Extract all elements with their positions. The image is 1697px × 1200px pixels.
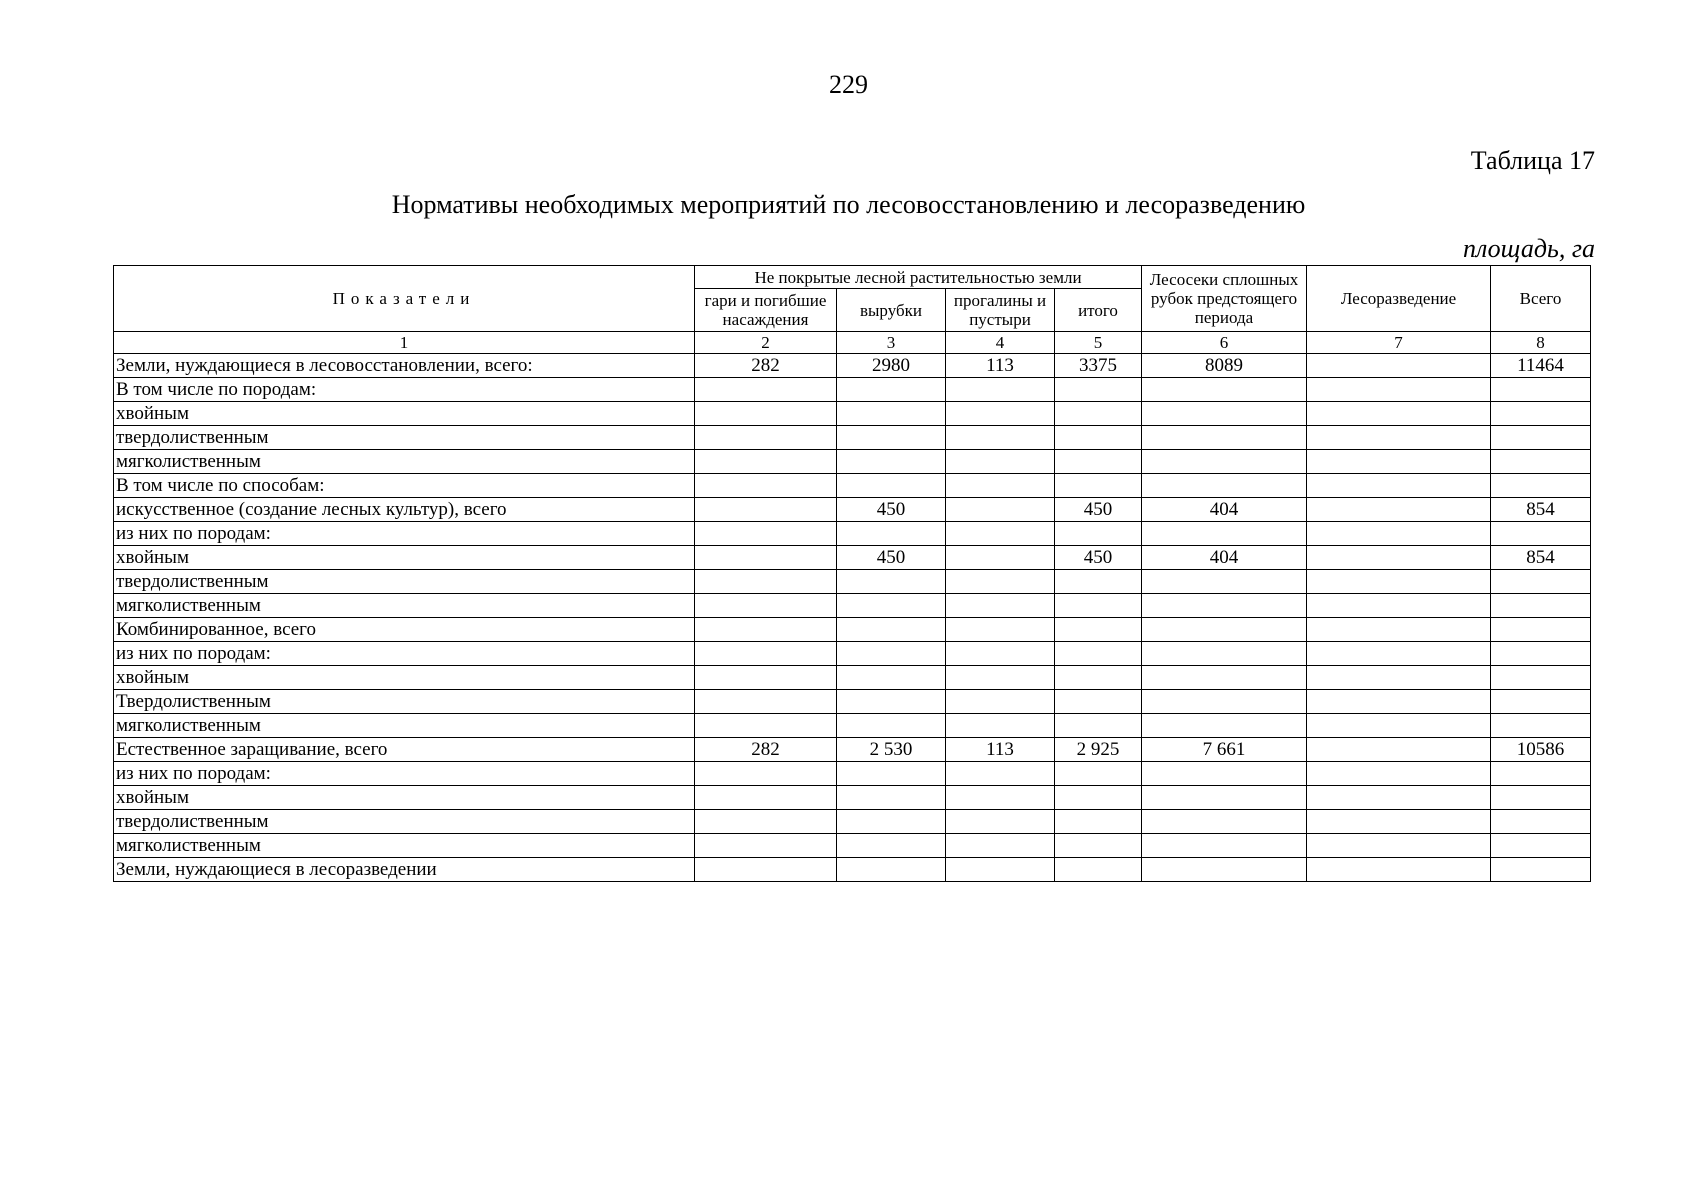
table-label: Таблица 17 <box>1470 146 1595 175</box>
cell-c8 <box>1491 714 1591 738</box>
column-number-row <box>114 332 1591 354</box>
cell-c6 <box>1142 426 1307 450</box>
header-uncovered-lands: Не покрытые лесной растительностью земли <box>695 266 1142 289</box>
cell-c3 <box>837 690 946 714</box>
cell-c4 <box>946 618 1055 642</box>
cell-c7 <box>1307 858 1491 882</box>
row-label: из них по породам: <box>114 762 695 786</box>
cell-c2 <box>695 426 837 450</box>
row-label: твердолиственным <box>114 570 695 594</box>
cell-c6 <box>1142 762 1307 786</box>
cell-c7 <box>1307 546 1491 570</box>
cell-c4 <box>946 426 1055 450</box>
cell-c4 <box>946 402 1055 426</box>
cell-c2 <box>695 618 837 642</box>
cell-c6 <box>1142 522 1307 546</box>
norms-table <box>113 265 1591 882</box>
cell-c5 <box>1055 522 1142 546</box>
column-number: 6 <box>1142 332 1307 354</box>
cell-c5 <box>1055 786 1142 810</box>
table-row <box>114 618 1591 642</box>
cell-c6 <box>1142 834 1307 858</box>
cell-c5 <box>1055 762 1142 786</box>
cell-c5 <box>1055 690 1142 714</box>
cell-c4 <box>946 714 1055 738</box>
cell-c3 <box>837 474 946 498</box>
cell-c5: 450 <box>1055 498 1142 522</box>
cell-c2 <box>695 570 837 594</box>
cell-c3 <box>837 642 946 666</box>
cell-c2 <box>695 834 837 858</box>
cell-c7 <box>1307 450 1491 474</box>
cell-c2 <box>695 690 837 714</box>
row-label: из них по породам: <box>114 642 695 666</box>
cell-c3 <box>837 378 946 402</box>
cell-c8: 854 <box>1491 546 1591 570</box>
cell-c6 <box>1142 594 1307 618</box>
row-label: хвойным <box>114 546 695 570</box>
cell-c4 <box>946 810 1055 834</box>
cell-c8: 10586 <box>1491 738 1591 762</box>
header-glades-wastelands: прогалины и пустыри <box>946 289 1055 332</box>
header-clearings: вырубки <box>837 289 946 332</box>
cell-c6 <box>1142 666 1307 690</box>
cell-c2 <box>695 498 837 522</box>
table-row <box>114 546 1591 570</box>
cell-c3 <box>837 618 946 642</box>
cell-c7 <box>1307 618 1491 642</box>
cell-c6: 404 <box>1142 546 1307 570</box>
cell-c8 <box>1491 522 1591 546</box>
row-label: мягколиственным <box>114 834 695 858</box>
cell-c5 <box>1055 810 1142 834</box>
cell-c8 <box>1491 426 1591 450</box>
cell-c2 <box>695 786 837 810</box>
cell-c7 <box>1307 762 1491 786</box>
column-number: 3 <box>837 332 946 354</box>
cell-c4 <box>946 498 1055 522</box>
cell-c5 <box>1055 858 1142 882</box>
cell-c3 <box>837 594 946 618</box>
row-label: В том числе по способам: <box>114 474 695 498</box>
cell-c7 <box>1307 354 1491 378</box>
cell-c6 <box>1142 714 1307 738</box>
cell-c3 <box>837 786 946 810</box>
cell-c3 <box>837 762 946 786</box>
cell-c8 <box>1491 402 1591 426</box>
cell-c2 <box>695 402 837 426</box>
cell-c3: 2 530 <box>837 738 946 762</box>
cell-c7 <box>1307 378 1491 402</box>
cell-c6: 8089 <box>1142 354 1307 378</box>
cell-c6 <box>1142 450 1307 474</box>
cell-c3 <box>837 522 946 546</box>
cell-c3 <box>837 666 946 690</box>
table-row <box>114 666 1591 690</box>
table-row <box>114 858 1591 882</box>
cell-c5 <box>1055 378 1142 402</box>
cell-c3 <box>837 858 946 882</box>
cell-c4 <box>946 834 1055 858</box>
header-total: Всего <box>1491 266 1591 332</box>
row-label: мягколиственным <box>114 450 695 474</box>
cell-c8 <box>1491 618 1591 642</box>
cell-c2 <box>695 378 837 402</box>
cell-c5: 3375 <box>1055 354 1142 378</box>
row-label: Земли, нуждающиеся в лесоразведении <box>114 858 695 882</box>
cell-c6 <box>1142 474 1307 498</box>
cell-c2 <box>695 642 837 666</box>
cell-c8 <box>1491 690 1591 714</box>
cell-c8 <box>1491 642 1591 666</box>
cell-c3 <box>837 402 946 426</box>
cell-c6 <box>1142 690 1307 714</box>
cell-c2 <box>695 762 837 786</box>
table-row <box>114 426 1591 450</box>
cell-c8 <box>1491 858 1591 882</box>
column-number: 8 <box>1491 332 1591 354</box>
table-body <box>114 354 1591 882</box>
table-row <box>114 522 1591 546</box>
cell-c3: 450 <box>837 498 946 522</box>
cell-c2 <box>695 810 837 834</box>
cell-c2 <box>695 714 837 738</box>
cell-c3 <box>837 714 946 738</box>
header-indicators: Показатели <box>114 266 695 332</box>
cell-c4: 113 <box>946 354 1055 378</box>
cell-c5 <box>1055 402 1142 426</box>
table-header <box>114 266 1591 354</box>
row-label: Комбинированное, всего <box>114 618 695 642</box>
cell-c2: 282 <box>695 738 837 762</box>
cell-c8: 11464 <box>1491 354 1591 378</box>
cell-c4 <box>946 858 1055 882</box>
cell-c7 <box>1307 714 1491 738</box>
table-row <box>114 810 1591 834</box>
document-title: Нормативы необходимых мероприятий по лесовосстановлению и лесоразведению <box>391 190 1306 219</box>
cell-c8 <box>1491 474 1591 498</box>
cell-c7 <box>1307 498 1491 522</box>
table-row <box>114 642 1591 666</box>
cell-c5 <box>1055 426 1142 450</box>
row-label: В том числе по породам: <box>114 378 695 402</box>
table-row <box>114 474 1591 498</box>
cell-c5 <box>1055 834 1142 858</box>
cell-c4: 113 <box>946 738 1055 762</box>
cell-c5: 450 <box>1055 546 1142 570</box>
row-label: искусственное (создание лесных культур), всего <box>114 498 695 522</box>
cell-c2 <box>695 546 837 570</box>
cell-c8 <box>1491 666 1591 690</box>
cell-c8 <box>1491 570 1591 594</box>
cell-c7 <box>1307 810 1491 834</box>
row-label: хвойным <box>114 666 695 690</box>
cell-c6: 404 <box>1142 498 1307 522</box>
row-label: Твердолиственным <box>114 690 695 714</box>
cell-c3 <box>837 834 946 858</box>
cell-c3 <box>837 570 946 594</box>
cell-c2 <box>695 522 837 546</box>
header-afforestation: Лесоразведение <box>1307 266 1491 332</box>
cell-c8 <box>1491 834 1591 858</box>
header-cutting-areas: Лесосеки сплошных рубок предстоящего периода <box>1142 266 1307 332</box>
row-label: из них по породам: <box>114 522 695 546</box>
cell-c5 <box>1055 666 1142 690</box>
cell-c6 <box>1142 786 1307 810</box>
table-row <box>114 762 1591 786</box>
row-label: твердолиственным <box>114 810 695 834</box>
cell-c8 <box>1491 762 1591 786</box>
cell-c4 <box>946 786 1055 810</box>
row-label: Естественное заращивание, всего <box>114 738 695 762</box>
cell-c5 <box>1055 594 1142 618</box>
cell-c4 <box>946 522 1055 546</box>
cell-c7 <box>1307 570 1491 594</box>
cell-c3 <box>837 450 946 474</box>
cell-c6 <box>1142 378 1307 402</box>
cell-c8: 854 <box>1491 498 1591 522</box>
cell-c5 <box>1055 618 1142 642</box>
cell-c4 <box>946 474 1055 498</box>
column-number: 7 <box>1307 332 1491 354</box>
cell-c6 <box>1142 810 1307 834</box>
row-label: мягколиственным <box>114 594 695 618</box>
table-row <box>114 402 1591 426</box>
cell-c7 <box>1307 690 1491 714</box>
row-label: хвойным <box>114 786 695 810</box>
table-row <box>114 450 1591 474</box>
cell-c7 <box>1307 834 1491 858</box>
cell-c4 <box>946 690 1055 714</box>
cell-c5 <box>1055 474 1142 498</box>
cell-c3: 2980 <box>837 354 946 378</box>
cell-c6 <box>1142 570 1307 594</box>
cell-c6 <box>1142 618 1307 642</box>
cell-c7 <box>1307 522 1491 546</box>
cell-c3 <box>837 810 946 834</box>
table-row <box>114 834 1591 858</box>
table-row <box>114 690 1591 714</box>
column-number: 1 <box>114 332 695 354</box>
cell-c7 <box>1307 666 1491 690</box>
table-row <box>114 594 1591 618</box>
table-row <box>114 354 1591 378</box>
cell-c8 <box>1491 786 1591 810</box>
row-label: Земли, нуждающиеся в лесовосстановлении, всего: <box>114 354 695 378</box>
cell-c2 <box>695 474 837 498</box>
cell-c7 <box>1307 738 1491 762</box>
column-number: 5 <box>1055 332 1142 354</box>
row-label: хвойным <box>114 402 695 426</box>
cell-c2 <box>695 858 837 882</box>
cell-c7 <box>1307 402 1491 426</box>
cell-c4 <box>946 594 1055 618</box>
cell-c3 <box>837 426 946 450</box>
cell-c8 <box>1491 378 1591 402</box>
header-subtotal: итого <box>1055 289 1142 332</box>
cell-c5 <box>1055 642 1142 666</box>
cell-c4 <box>946 762 1055 786</box>
row-label: мягколиственным <box>114 714 695 738</box>
table-row <box>114 570 1591 594</box>
row-label: твердолиственным <box>114 426 695 450</box>
cell-c7 <box>1307 786 1491 810</box>
cell-c8 <box>1491 810 1591 834</box>
table-row <box>114 498 1591 522</box>
cell-c2: 282 <box>695 354 837 378</box>
cell-c7 <box>1307 642 1491 666</box>
cell-c2 <box>695 450 837 474</box>
cell-c8 <box>1491 450 1591 474</box>
table-row <box>114 714 1591 738</box>
cell-c8 <box>1491 594 1591 618</box>
cell-c6 <box>1142 402 1307 426</box>
table-row <box>114 786 1591 810</box>
cell-c7 <box>1307 474 1491 498</box>
cell-c4 <box>946 378 1055 402</box>
cell-c6: 7 661 <box>1142 738 1307 762</box>
cell-c4 <box>946 570 1055 594</box>
cell-c6 <box>1142 642 1307 666</box>
cell-c5 <box>1055 570 1142 594</box>
cell-c4 <box>946 450 1055 474</box>
cell-c4 <box>946 666 1055 690</box>
column-number: 2 <box>695 332 837 354</box>
cell-c4 <box>946 546 1055 570</box>
table-row <box>114 738 1591 762</box>
cell-c4 <box>946 642 1055 666</box>
cell-c5 <box>1055 450 1142 474</box>
table-row <box>114 378 1591 402</box>
cell-c7 <box>1307 594 1491 618</box>
page-number: 229 <box>829 70 868 99</box>
cell-c5: 2 925 <box>1055 738 1142 762</box>
column-number: 4 <box>946 332 1055 354</box>
cell-c3: 450 <box>837 546 946 570</box>
cell-c6 <box>1142 858 1307 882</box>
cell-c7 <box>1307 426 1491 450</box>
cell-c2 <box>695 594 837 618</box>
cell-c5 <box>1055 714 1142 738</box>
unit-note: площадь, га <box>1462 234 1595 263</box>
cell-c2 <box>695 666 837 690</box>
header-burned-stands: гари и погибшие насаждения <box>695 289 837 332</box>
